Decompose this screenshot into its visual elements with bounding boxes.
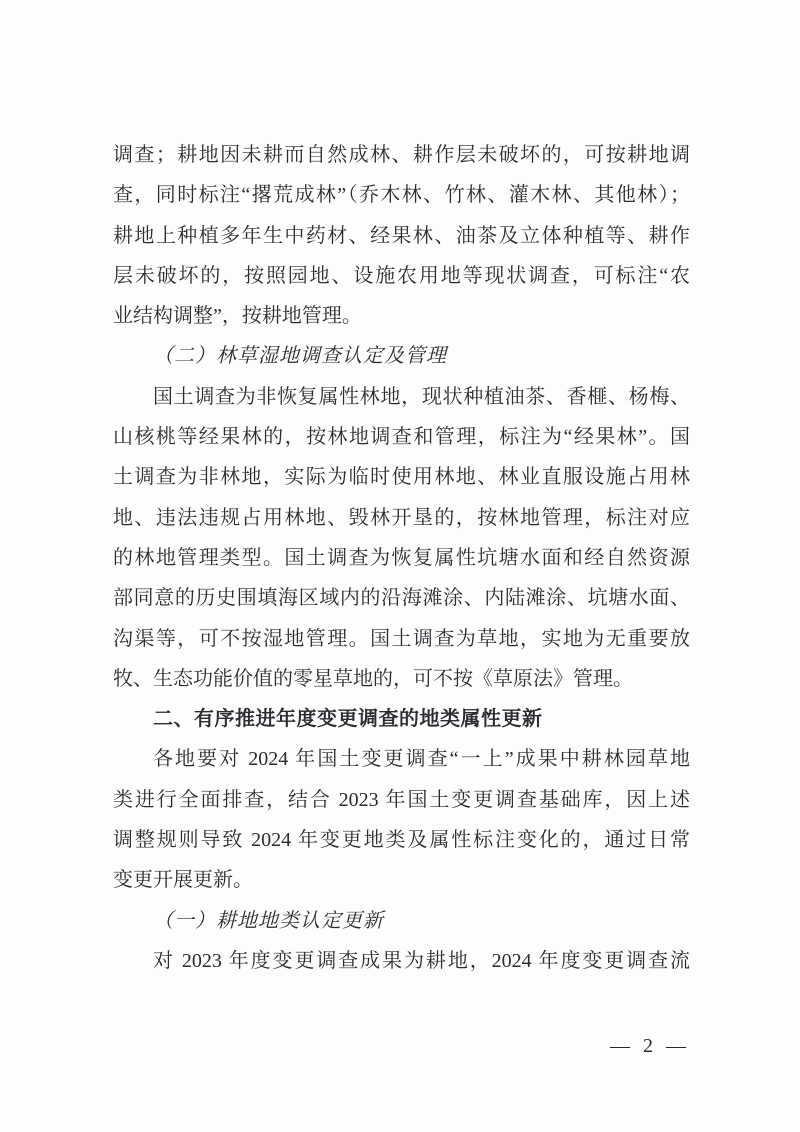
body-line: 牧、生态功能价值的零星草地的，可不按《草原法》管理。	[113, 667, 633, 690]
body-line: 各地要对 2024 年国土变更调查“一上”成果中耕林园草地	[153, 748, 690, 771]
body-line: 沟渠等，可不按湿地管理。国土调查为草地，实地为无重要放	[113, 627, 690, 650]
body-line: 耕地上种植多年生中药材、经果林、油茶及立体种植等、耕作	[113, 224, 690, 247]
document-body	[113, 135, 690, 981]
body-line: 查，同时标注“撂荒成林”（乔木林、竹林、灌木林、其他林）；	[113, 184, 690, 207]
body-line: 土调查为非林地，实际为临时使用林地、林业直服设施占用林	[113, 466, 690, 489]
body-line: 业结构调整”，按耕地管理。	[113, 305, 362, 328]
body-line: 调查；耕地因未耕而自然成林、耕作层未破坏的，可按耕地调	[113, 144, 690, 166]
page-number: — 2 —	[610, 1035, 690, 1057]
body-line: 类进行全面排查，结合 2023 年国土变更调查基础库，因上述	[113, 788, 690, 811]
body-line: 调整规则导致 2024 年变更地类及属性标注变化的，通过日常	[113, 829, 690, 852]
body-line: 的林地管理类型。国土调查为恢复属性坑塘水面和经自然资源	[113, 546, 690, 569]
body-line: 对 2023 年度变更调查成果为耕地，2024 年度变更调查流	[153, 949, 690, 972]
body-line: 山核桃等经果林的，按林地调查和管理，标注为“经果林”。国	[113, 426, 690, 449]
body-line: 层未破坏的，按照园地、设施农用地等现状调查，可标注“农	[113, 264, 690, 287]
subheading-forest-grass-wetland: （二）林草湿地调查认定及管理	[153, 345, 447, 368]
body-line: 国土调查为非恢复属性林地，现状种植油茶、香榧、杨梅、	[153, 385, 690, 408]
section-heading-attribute-update: 二、有序推进年度变更调查的地类属性更新	[153, 708, 543, 731]
subheading-cultivated-land-update: （一）耕地地类认定更新	[153, 909, 384, 932]
body-line: 部同意的历史围填海区域内的沿海滩涂、内陆滩涂、坑塘水面、	[113, 587, 690, 610]
body-line: 地、违法违规占用林地、毁林开垦的，按林地管理，标注对应	[113, 506, 690, 529]
body-line: 变更开展更新。	[113, 869, 253, 892]
